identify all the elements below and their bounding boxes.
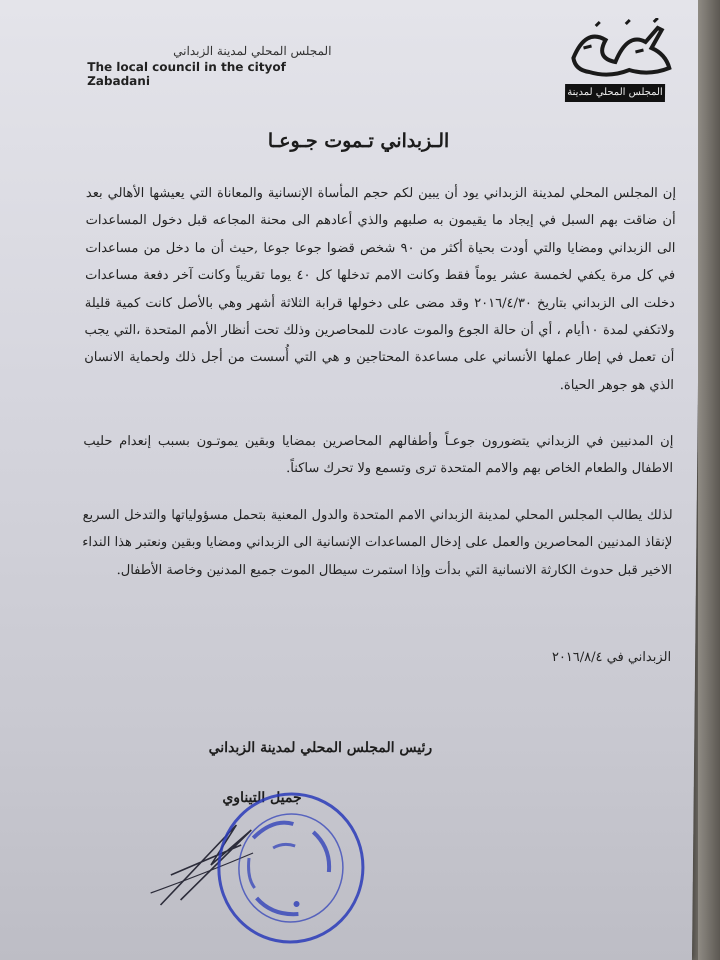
- document-date: الزبداني في ٢٠١٦/٨/٤: [551, 650, 672, 665]
- council-logo: [565, 18, 678, 110]
- paragraph-2: إن المدنيين في الزبداني يتضورون جوعـاً وأطفالهم المحاصرين بمضايا وبقين يموتـون بسبب إنعدام حليب الاطفال والطعام الخاص بهم والامم المتحدة ترى وتسمع ولا تحرك ساكناً.: [83, 434, 674, 477]
- signatory-title: رئيس المجلس المحلي لمدينة الزبداني: [208, 740, 433, 756]
- paragraph-3: لذلك يطالب المجلس المحلي لمدينة الزبداني الامم المتحدة والدول المعنية بتحمل مسؤولياتها والتدخل السريع لإنقاذ المدنيين المحاصرين والعمل على إدخال المساعدات الإنسانية الى الزبداني ومضايا وبقين ونعتبر هذا النداء الاخير قبل حدوث الكارثة الانسانية التي بدأت وإذا استمرت سيطال الموت جميع المدنين وخاصة الأطفال.: [82, 508, 673, 578]
- header-arabic: المجلس المحلي لمدينة الزبداني: [173, 44, 332, 58]
- header-english: The local council in the cityof Zabadani: [87, 60, 286, 88]
- signatory-name: جميل التيناوي: [222, 790, 302, 806]
- document-title: الـزبداني تـموت جـوعـا: [267, 130, 450, 152]
- background-edge: [698, 0, 720, 960]
- council-stamp: [212, 788, 370, 948]
- logo-caption: المجلس المحلي لمدينة: [565, 84, 665, 102]
- paragraph-1: إن المجلس المحلي لمدينة الزبداني يود أن يبين لكم حجم المأساة الإنسانية والمعاناة التي يعيشها الأهالي بعد أن ضاقت بهم السبل في إيجاد ما يقيمون به صلبهم والذي أعادهم الى محنة المجاعه قبل دخول المساعدات الى الزبداني ومضايا والتي أودت بحياة أكثر من ٩٠ شخص قضوا جوعا جوعا ,حيث أن ما دخل من مساعدات في كل مرة يكفي لخمسة عشر يوماً فقط وكانت الامم تدخلها كل ٤٠ يوما تقريباً وكانت آخر دفعة مساعدات دخلت الى الزبداني بتاريخ ٢٠١٦/٤/٣٠ وقد مضى على دخولها قرابة الثلاثة أشهر وهي بالأصل كانت كمية قليلة ولاتكفي لمدة ١٠أيام ، أي أن حالة الجوع والموت عادت للمحاصرين وذلك تحت أنظار الأمم المتحدة ،التي يجب أن تعمل في إطار عملها الأنساني على مساعدة المحتاجين و هي التي أُسست من أجل ذلك ولحماية الانسان الذي هو جوهر الحياة.: [84, 186, 677, 393]
